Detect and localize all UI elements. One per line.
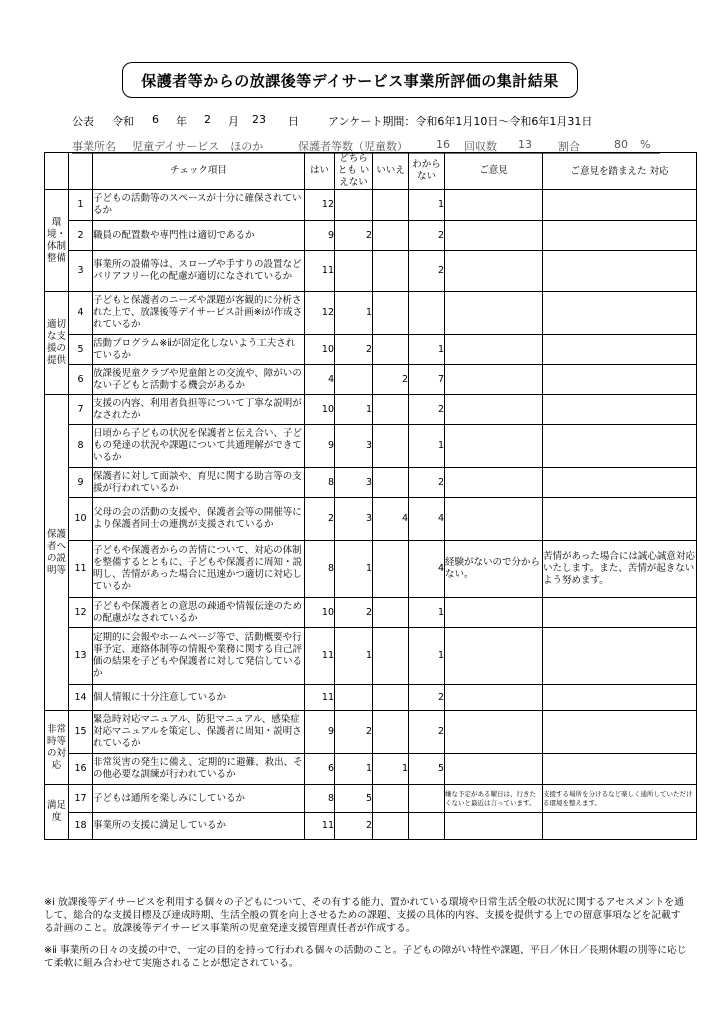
count-unknown: 5 <box>409 754 445 785</box>
item-number: 8 <box>69 425 93 468</box>
opinion-cell <box>445 468 543 498</box>
count-yes: 9 <box>305 221 335 251</box>
count-neither: 2 <box>335 221 373 251</box>
category-label: 保護者への説明等 <box>45 395 69 711</box>
response-cell <box>543 628 697 685</box>
table-row <box>45 813 697 840</box>
count-neither: 3 <box>335 468 373 498</box>
table-body <box>45 190 697 840</box>
count-unknown: 4 <box>409 498 445 541</box>
era: 令和 <box>112 115 134 128</box>
item-text: 放課後児童クラブや児童館との交流や、障がいのない子どもと活動する機会があるか <box>93 365 305 395</box>
table-row <box>45 251 697 292</box>
count-yes: 11 <box>305 813 335 840</box>
count-no <box>373 335 409 365</box>
opinion-cell <box>445 685 543 711</box>
count-neither: 5 <box>335 785 373 813</box>
response-cell <box>543 711 697 754</box>
count-no <box>373 711 409 754</box>
response-cell: 苦情があった場合には誠心誠意対応いたします。また、苦情が起きないよう努めます。 <box>543 541 697 598</box>
count-unknown: 1 <box>409 628 445 685</box>
count-neither <box>335 251 373 292</box>
item-text: 緊急時対応マニュアル、防犯マニュアル、感染症対応マニュアルを策定し、保護者に周知・説明されているか <box>93 711 305 754</box>
month-unit: 月 <box>228 115 239 128</box>
count-neither <box>335 685 373 711</box>
table-row <box>45 754 697 785</box>
opinion-cell <box>445 292 543 335</box>
count-neither <box>335 190 373 221</box>
count-neither: 2 <box>335 335 373 365</box>
count-no <box>373 190 409 221</box>
item-number: 6 <box>69 365 93 395</box>
item-number: 13 <box>69 628 93 685</box>
count-neither: 1 <box>335 292 373 335</box>
item-text: 事業所の設備等は、スロープや手すりの設置などバリアフリー化の配慮が適切になされているか <box>93 251 305 292</box>
count-yes: 6 <box>305 754 335 785</box>
response-cell <box>543 685 697 711</box>
count-yes: 4 <box>305 365 335 395</box>
count-neither: 1 <box>335 395 373 425</box>
response-cell <box>543 395 697 425</box>
category-label: 満足度 <box>45 785 69 840</box>
count-no <box>373 468 409 498</box>
opinion-cell <box>445 395 543 425</box>
response-cell <box>543 365 697 395</box>
opinion-cell <box>445 498 543 541</box>
response-cell <box>543 221 697 251</box>
count-unknown: 7 <box>409 365 445 395</box>
item-text: 子どもと保護者のニーズや課題が客観的に分析された上で、放課後等デイサービス計画※ⅰが作成されているか <box>93 292 305 335</box>
opinion-cell <box>445 754 543 785</box>
count-unknown: 1 <box>409 335 445 365</box>
office-label: 事業所名 <box>72 140 116 153</box>
page-title: 保護者等からの放課後等デイサービス事業所評価の集計結果 <box>122 62 578 98</box>
opinion-cell <box>445 221 543 251</box>
opinion-cell: 経験がないので分からない。 <box>445 541 543 598</box>
rate-unit: % <box>640 138 651 151</box>
count-no: 1 <box>373 754 409 785</box>
opinion-cell <box>445 711 543 754</box>
count-unknown <box>409 785 445 813</box>
item-number: 14 <box>69 685 93 711</box>
header-check-item: チェック項目 <box>93 153 305 190</box>
office-name: 児童デイサービス ほのか <box>132 140 264 153</box>
table-row <box>45 395 697 425</box>
item-text: 支援の内容、利用者負担等について丁寧な説明がなされたか <box>93 395 305 425</box>
table-row <box>45 498 697 541</box>
rate-value: 80 <box>614 138 628 151</box>
count-no <box>373 425 409 468</box>
table-row <box>45 468 697 498</box>
count-unknown: 4 <box>409 541 445 598</box>
item-number: 7 <box>69 395 93 425</box>
count-neither: 2 <box>335 711 373 754</box>
item-number: 16 <box>69 754 93 785</box>
count-unknown: 2 <box>409 685 445 711</box>
table-row <box>45 335 697 365</box>
count-unknown <box>409 813 445 840</box>
category-label: 非常時等の対応 <box>45 711 69 785</box>
publish-label: 公表 <box>72 115 94 128</box>
count-neither: 2 <box>335 813 373 840</box>
count-yes: 10 <box>305 395 335 425</box>
evaluation-table <box>44 152 697 840</box>
item-text: 子どもや保護者との意思の疎通や情報伝達のための配慮がなされているか <box>93 598 305 628</box>
table-row <box>45 685 697 711</box>
item-number: 10 <box>69 498 93 541</box>
opinion-cell <box>445 813 543 840</box>
header-no <box>69 153 93 190</box>
item-number: 11 <box>69 541 93 598</box>
category-label: 適切な支援の提供 <box>45 292 69 395</box>
response-cell <box>543 292 697 335</box>
count-no <box>373 598 409 628</box>
count-yes: 12 <box>305 292 335 335</box>
count-yes: 8 <box>305 541 335 598</box>
item-text: 非常災害の発生に備え、定期的に避難、救出、その他必要な訓練が行われているか <box>93 754 305 785</box>
item-number: 18 <box>69 813 93 840</box>
count-yes: 9 <box>305 711 335 754</box>
category-label: 環境・体制整備 <box>45 190 69 292</box>
table-row <box>45 785 697 813</box>
response-cell <box>543 335 697 365</box>
count-no <box>373 251 409 292</box>
table-row <box>45 365 697 395</box>
count-yes: 11 <box>305 685 335 711</box>
year-unit: 年 <box>176 115 187 128</box>
day-unit: 日 <box>288 115 299 128</box>
response-cell: 支援する場所を分けるなど楽しく通所していただける環境を整えます。 <box>543 785 697 813</box>
count-no: 4 <box>373 498 409 541</box>
count-no <box>373 541 409 598</box>
opinion-cell <box>445 598 543 628</box>
count-yes: 11 <box>305 251 335 292</box>
header-unknown: わからない <box>409 153 445 190</box>
response-cell <box>543 754 697 785</box>
header-response: ご意見を踏まえた 対応 <box>543 153 697 190</box>
count-no <box>373 628 409 685</box>
count-no <box>373 685 409 711</box>
survey-period: アンケート期間：令和6年1月10日～令和6年1月31日 <box>328 115 593 128</box>
table-row <box>45 598 697 628</box>
opinion-cell <box>445 190 543 221</box>
count-no: 2 <box>373 365 409 395</box>
guardians-count: 16 <box>436 138 450 151</box>
count-neither: 1 <box>335 628 373 685</box>
count-unknown: 2 <box>409 395 445 425</box>
count-unknown: 2 <box>409 711 445 754</box>
item-text: 日頃から子どもの状況を保護者と伝え合い、子どもの発達の状況や課題について共通理解ができているか <box>93 425 305 468</box>
count-no <box>373 395 409 425</box>
rate-label: 割合 <box>558 140 580 153</box>
item-text: 父母の会の活動の支援や、保護者会等の開催等により保護者同士の連携が支援されているか <box>93 498 305 541</box>
count-neither <box>335 365 373 395</box>
response-cell <box>543 498 697 541</box>
count-unknown: 1 <box>409 598 445 628</box>
item-number: 15 <box>69 711 93 754</box>
item-number: 3 <box>69 251 93 292</box>
table-row <box>45 425 697 468</box>
header-opinion: ご意見 <box>445 153 543 190</box>
count-yes: 10 <box>305 598 335 628</box>
count-no <box>373 221 409 251</box>
opinion-cell <box>445 365 543 395</box>
table-row <box>45 711 697 754</box>
item-text: 子どもの活動等のスペースが十分に確保されているか <box>93 190 305 221</box>
count-yes: 10 <box>305 335 335 365</box>
item-text: 保護者に対して面談や、育児に関する助言等の支援が行われているか <box>93 468 305 498</box>
item-text: 職員の配置数や専門性は適切であるか <box>93 221 305 251</box>
guardians-label: 保護者等数（児童数） <box>298 140 408 153</box>
year: 6 <box>152 113 159 126</box>
header-neither: どちらとも いえない <box>335 153 373 190</box>
count-no <box>373 292 409 335</box>
count-yes: 9 <box>305 425 335 468</box>
response-cell <box>543 251 697 292</box>
item-text: 定期的に会報やホームページ等で、活動概要や行事予定、連絡体制等の情報や業務に関する自己評価の結果を子どもや保護者に対して発信しているか <box>93 628 305 685</box>
item-number: 12 <box>69 598 93 628</box>
count-unknown: 1 <box>409 425 445 468</box>
count-unknown: 2 <box>409 468 445 498</box>
opinion-cell <box>445 628 543 685</box>
count-neither: 1 <box>335 754 373 785</box>
count-no <box>373 785 409 813</box>
response-cell <box>543 598 697 628</box>
count-neither: 3 <box>335 425 373 468</box>
header-yes: はい <box>305 153 335 190</box>
count-no <box>373 813 409 840</box>
day: 23 <box>252 113 266 126</box>
item-text: 個人情報に十分注意しているか <box>93 685 305 711</box>
item-number: 5 <box>69 335 93 365</box>
collected-count: 13 <box>518 138 532 151</box>
item-text: 子どもや保護者からの苦情について、対応の体制を整備するとともに、子どもや保護者に周知・説明し、苦情があった場合に迅速かつ適切に対応しているか <box>93 541 305 598</box>
count-unknown: 1 <box>409 190 445 221</box>
count-yes: 8 <box>305 468 335 498</box>
opinion-cell <box>445 251 543 292</box>
count-yes: 12 <box>305 190 335 221</box>
count-yes: 8 <box>305 785 335 813</box>
item-number: 2 <box>69 221 93 251</box>
opinion-cell: 嫌な予定がある曜日は、行きたくないと最近は言っています。 <box>445 785 543 813</box>
item-number: 17 <box>69 785 93 813</box>
month: 2 <box>204 113 211 126</box>
note-i: ※ⅰ 放課後等デイサービスを利用する個々の子どもについて、その有する能力、置かれている環境や日常生活全般の状況に関するアセスメントを通して、総合的な支援目標及び達成時期、生活全般の質を向上させるための課題、支援の具体的内容、支援を提供する上での留意事項などを記載する計画のこと。放課後等デイサービス事業所の児童発達支援管理責任者が作成する。 <box>44 897 684 934</box>
count-yes: 11 <box>305 628 335 685</box>
response-cell <box>543 190 697 221</box>
response-cell <box>543 425 697 468</box>
table-row <box>45 221 697 251</box>
collected-label: 回収数 <box>464 140 497 153</box>
item-number: 9 <box>69 468 93 498</box>
count-unknown: 2 <box>409 221 445 251</box>
item-text: 活動プログラム※ⅱが固定化しないよう工夫されているか <box>93 335 305 365</box>
item-number: 4 <box>69 292 93 335</box>
count-unknown <box>409 292 445 335</box>
item-text: 事業所の支援に満足しているか <box>93 813 305 840</box>
response-cell <box>543 813 697 840</box>
count-neither: 2 <box>335 598 373 628</box>
table-row <box>45 628 697 685</box>
table-row <box>45 190 697 221</box>
note-ii: ※ⅱ 事業所の日々の支援の中で、一定の目的を持って行われる個々の活動のこと。子どもの障がい特性や課題、平日／休日／長期休暇の別等に応じて柔軟に組み合わせて実施されることが想定されている。 <box>44 945 687 969</box>
table-row <box>45 292 697 335</box>
header-no-answer: いいえ <box>373 153 409 190</box>
count-yes: 2 <box>305 498 335 541</box>
count-neither: 1 <box>335 541 373 598</box>
count-neither: 3 <box>335 498 373 541</box>
item-text: 子どもは通所を楽しみにしているか <box>93 785 305 813</box>
item-number: 1 <box>69 190 93 221</box>
header-category <box>45 153 69 190</box>
response-cell <box>543 468 697 498</box>
opinion-cell <box>445 425 543 468</box>
table-row <box>45 541 697 598</box>
opinion-cell <box>445 335 543 365</box>
count-unknown: 2 <box>409 251 445 292</box>
